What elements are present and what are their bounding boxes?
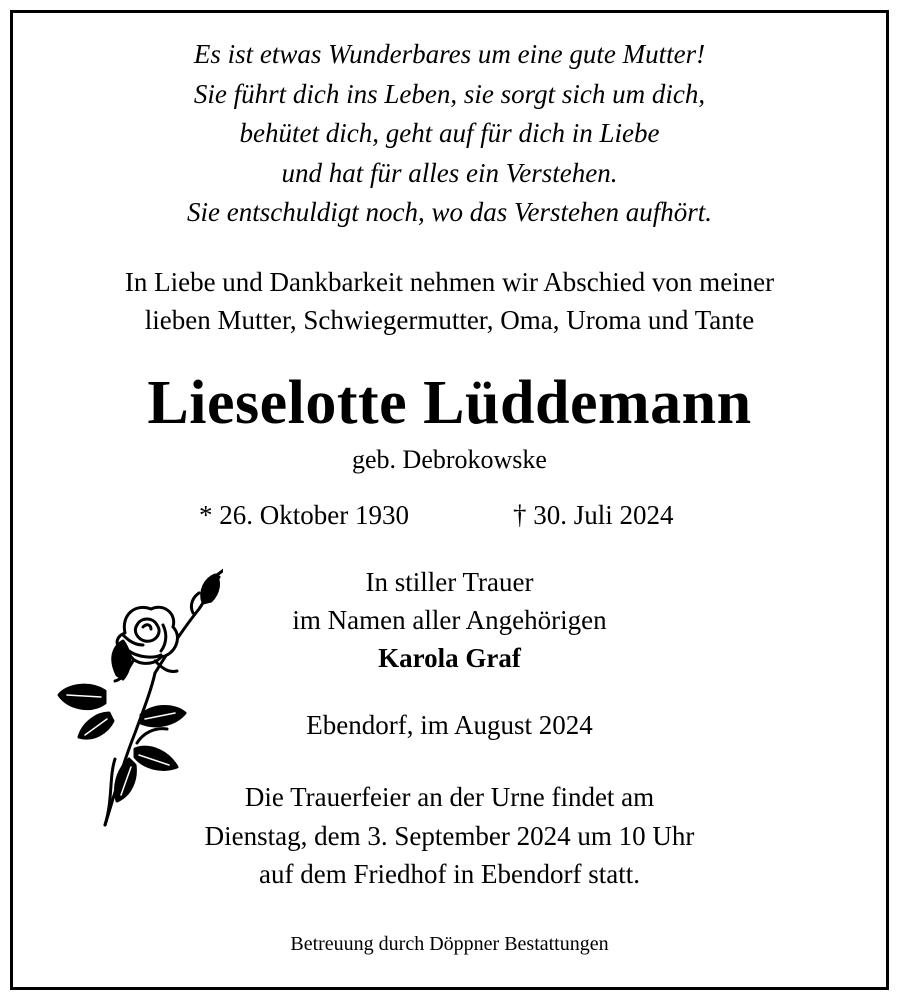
ceremony-line-3: auf dem Friedhof in Ebendorf statt. — [259, 859, 640, 889]
ceremony-line-1: Die Trauerfeier an der Urne findet am — [244, 782, 655, 812]
intro-text — [13, 263, 886, 339]
poem-line-3: behütet dich, geht auf für dich in Liebe — [239, 118, 660, 148]
mourning-block — [13, 563, 886, 677]
intro-line-2: lieben Mutter, Schwiegermutter, Oma, Uroma und Tante — [144, 305, 755, 335]
deceased-name: Lieselotte Lüddemann — [147, 369, 752, 437]
poem-line-1: Es ist etwas Wunderbares um eine gute Mutter! — [193, 39, 706, 69]
place-date: Ebendorf, im August 2024 — [306, 710, 593, 740]
mourning-line-2: im Namen aller Angehörigen — [292, 605, 607, 635]
funeral-home-credit: Betreuung durch Döppner Bestattungen — [290, 933, 609, 955]
birth-date: * 26. Oktober 1930 — [199, 500, 409, 530]
obituary-frame — [10, 10, 889, 990]
ceremony-line-2: Dienstag, dem 3. September 2024 um 10 Uhr — [204, 820, 695, 851]
death-date: † 30. Juli 2024 — [513, 500, 674, 530]
poem-line-2: Sie führt dich ins Leben, sie sorgt sich um dich, — [193, 78, 706, 109]
poem — [13, 35, 886, 233]
mourning-line-1: In stiller Trauer — [365, 567, 534, 597]
ceremony-info — [13, 778, 886, 894]
intro-line-1: In Liebe und Dankbarkeit nehmen wir Abschied von meiner — [124, 267, 775, 297]
poem-line-4: und hat für alles ein Verstehen. — [281, 157, 618, 188]
signatory-name: Karola Graf — [378, 643, 521, 673]
poem-line-5: Sie entschuldigt noch, wo das Verstehen aufhört. — [187, 197, 712, 227]
maiden-name: geb. Debrokowske — [352, 445, 547, 474]
